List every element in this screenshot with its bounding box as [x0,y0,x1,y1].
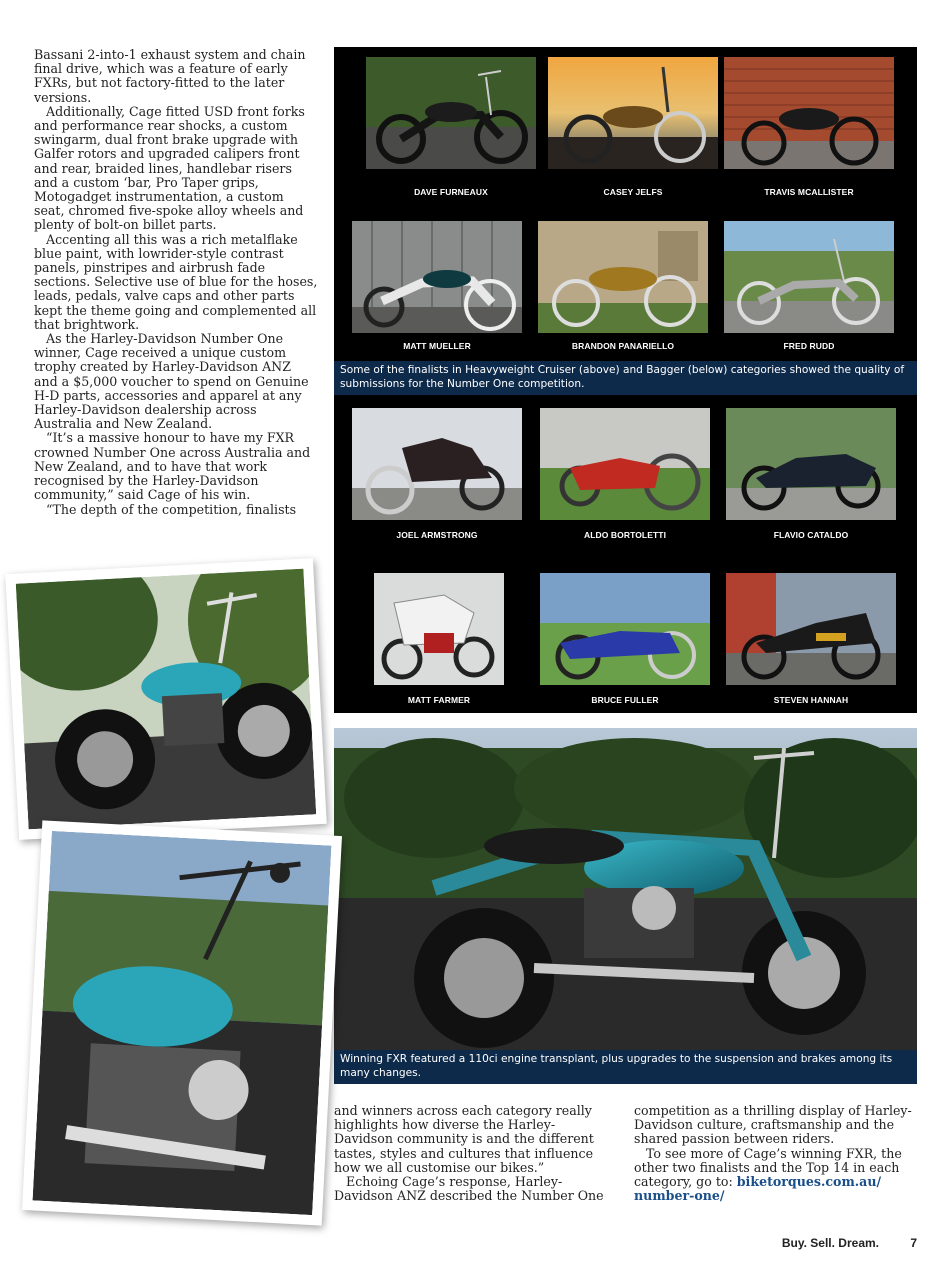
footer-tagline: Buy. Sell. Dream. [781,1236,879,1250]
bike-photo [540,573,710,685]
bike-photo [352,221,522,333]
article-left-column [34,48,318,517]
finalists-caption: Some of the finalists in Heavyweight Cruiser (above) and Bagger (below) categories showed the quality of submissions for the Number One competition. [334,361,917,395]
paragraph: Echoing Cage’s response, Harley-Davidson ANZ described the Number One [334,1174,604,1204]
paragraph: “It’s a massive honour to have my FXR crowned Number One across Australia and New Zealand, and to have that work recognised by the Harley-Davidson community,” said Cage of his win. [34,430,311,503]
finalist-name: TRAVIS MCALLISTER [764,187,854,197]
bike-photo [724,57,894,169]
paragraph: To see more of Cage’s winning FXR, the other two finalists and the Top 14 in each category, go to: biketorques.com.au/ number-one/ [634,1145,902,1204]
bike-photo [548,57,718,169]
bike-photo [540,408,710,520]
finalist-name: FRED RUDD [783,341,835,351]
paragraph: Additionally, Cage fitted USD front forks and performance rear shocks, a custom swingarm, dual front brake upgrade with Galfer rotors and upgraded calipers front and rear, braided lines, handlebar risers and a custom ‘bar, Pro Taper grips, Motogadget instrumentation, a custom seat, chromed five-spoke alloy wheels and plenty of bolt-on billet parts. [34,103,305,233]
paragraph: Bassani 2-into-1 exhaust system and chain final drive, which was a feature of early FXRs, but not factory-fitted to the later versions. [34,47,306,105]
paragraph: and winners across each category really highlights how diverse the Harley-Davidson community is and the different tastes, styles and cultures that influence how we all customise our bikes.” [334,1103,594,1175]
finalist-name: BRANDON PANARIELLO [571,341,675,351]
website-link[interactable]: biketorques.com.au/ number-one/ [634,1174,882,1204]
paragraph: competition as a thrilling display of Harley-Davidson culture, craftsmanship and the shared passion between riders. [634,1103,912,1147]
article-bottom-mid-column [334,1104,614,1203]
bike-photo [726,408,896,520]
finalist-name: CASEY JELFS [603,187,663,197]
finalists-panel [334,47,917,713]
bike-photo [366,57,536,169]
paragraph: Accenting all this was a rich metalflake blue paint, with lowrider-style contrast panels, pinstripes and airbrush fade sections. Selective use of blue for the hoses, leads, pedals, valve caps and other parts kept the theme going and complemented all that brightwork. [34,231,318,332]
bike-photo [374,573,504,685]
finalist-name: MATT FARMER [407,695,471,705]
hero-caption: Winning FXR featured a 110ci engine transplant, plus upgrades to the suspension and brakes among its many changes. [334,1050,917,1084]
paragraph: “The depth of the competition, finalists [46,501,297,517]
article-bottom-right-column [634,1104,914,1203]
finalist-name: FLAVIO CATALDO [773,530,849,540]
hero-bike-photo [334,728,917,1084]
bike-photo [33,831,332,1215]
polaroid-photo-2 [22,820,342,1225]
bike-photo [352,408,522,520]
bike-photo [724,221,894,333]
bike-photo [538,221,708,333]
bike-photo [16,569,316,830]
finalist-name: BRUCE FULLER [591,695,659,705]
finalist-name: JOEL ARMSTRONG [396,530,478,540]
bike-photo [726,573,896,685]
finalist-name: DAVE FURNEAUX [414,187,488,197]
finalist-name: MATT MUELLER [403,341,471,351]
finalist-name: ALDO BORTOLETTI [583,530,667,540]
paragraph: As the Harley-Davidson Number One winner, Cage received a unique custom trophy created by Harley-Davidson ANZ and a $5,000 voucher to spend on Genuine H-D parts, accessories and apparel at any Harley-Davidson dealership across Australia and New Zealand. [34,331,309,432]
page-number: 7 [910,1236,917,1250]
polaroid-photo-1 [5,558,326,840]
finalist-name: STEVEN HANNAH [773,695,849,705]
